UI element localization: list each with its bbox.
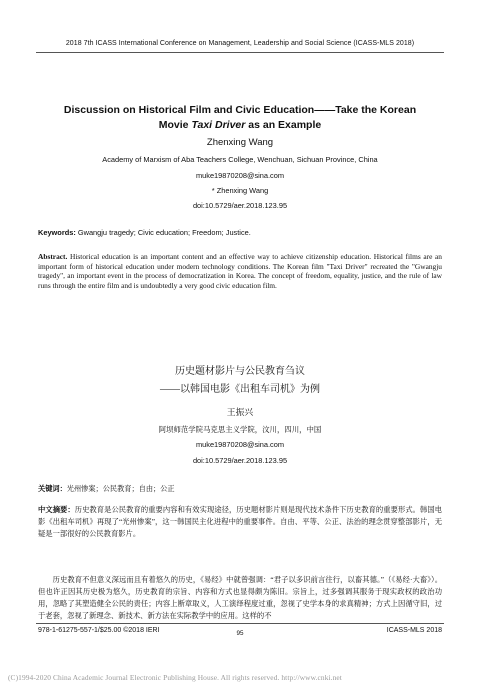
abstract (38, 252, 442, 291)
cn-doi: doi:10.5729/aer.2018.123.95 (192, 456, 288, 465)
author-email: muke19870208@sina.com (195, 171, 285, 180)
title-prefix: Movie (158, 119, 192, 131)
cn-keywords-text: 光州惨案；公民教育；自由；公正 (66, 485, 175, 493)
keywords-text: Gwangju tragedy; Civic education; Freedom; Justice. (77, 228, 251, 237)
author-affiliation: Academy of Marxism of Aba Teachers College, Wenchuan, Sichuan Province, China (102, 155, 378, 164)
cn-abstract-label: 中文摘要： (38, 505, 75, 514)
cnki-copyright-watermark: (C)1994-2020 China Academic Journal Electronic Publishing House. All rights reserved. http://www.cnki.net (8, 673, 342, 682)
cn-email: muke19870208@sina.com (195, 440, 285, 449)
footer-isbn: 978-1-61275-557-1/$25.00 ©2018 IERI (38, 627, 160, 634)
author-name: Zhenxing Wang (206, 137, 274, 148)
cn-author-name: 王振兴 (226, 407, 254, 417)
doi: doi:10.5729/aer.2018.123.95 (192, 201, 288, 210)
footer-rule (36, 623, 444, 624)
page-number: 95 (236, 630, 244, 637)
keywords (38, 228, 251, 237)
corresponding-author: * Zhenxing Wang (211, 186, 269, 195)
cn-affiliation: 阿坝师范学院马克思主义学院，汶川，四川，中国 (158, 425, 322, 434)
title-suffix: as an Example (245, 119, 322, 131)
footer-conference: ICASS-MLS 2018 (386, 627, 442, 634)
abstract-label: Abstract. (38, 252, 68, 261)
header-rule (36, 52, 444, 53)
paper-title-line2 (0, 119, 480, 131)
keywords-label: Keywords: (38, 228, 76, 237)
cn-abstract-text: 历史教育是公民教育的重要内容和有效实现途径，历史题材影片则是现代技术条件下历史教育的重要形式。韩国电影《出租车司机》再现了“光州惨案”，这一韩国民主化进程中的重要事件。自由、平等、公正、法治的理念贯穿整部影片，无疑是一部很好的公民教育影片。 (38, 505, 442, 538)
cn-title-line1: 历史题材影片与公民教育刍议 (175, 366, 305, 377)
paper-title-line1: Discussion on Historical Film and Civic Education——Take the Korean (63, 104, 417, 116)
cn-body-paragraph: 历史教育不但意义深远而且有着悠久的历史，《易经》中就曾强调：“君子以多识前言往行，以畜其德。”（《易经·大畜》）。但也许正因其历史极为悠久，历史教育的宗旨、内容和方式也显得颇为陈旧。宗旨上，过多强调其服务于现实政权的政治功用，忽略了其塑造健全公民的责任；内容上断章取义，人工演绎程度过重，忽视了史学本身的求真精神；方式上因循守旧，过于老套，忽视了新理念、新技术、新方法在实际教学中的应用。这样的不 (38, 575, 442, 620)
cn-title-line2: ——以韩国电影《出租车司机》为例 (160, 384, 320, 395)
cn-keywords-label: 关键词： (38, 485, 67, 493)
abstract-text: Historical education is an important content and an effective way to achieve citizenship education. Historical films are an important form of historical education under modern technology conditions. The Korean film "Taxi Driver" recreated the "Gwangju tragedy", an important event in the process of democratization in Korea. The concept of freedom, equality, justice, and the rule of law runs through the entire film and is undoubtedly a very good civic education film. (38, 252, 442, 291)
running-header: 2018 7th ICASS International Conference on Management, Leadership and Social Science (ICASS-MLS 2018) (65, 40, 415, 47)
cn-abstract (38, 504, 442, 540)
title-italic-movie: Taxi Driver (191, 119, 246, 131)
cn-keywords (38, 484, 175, 494)
